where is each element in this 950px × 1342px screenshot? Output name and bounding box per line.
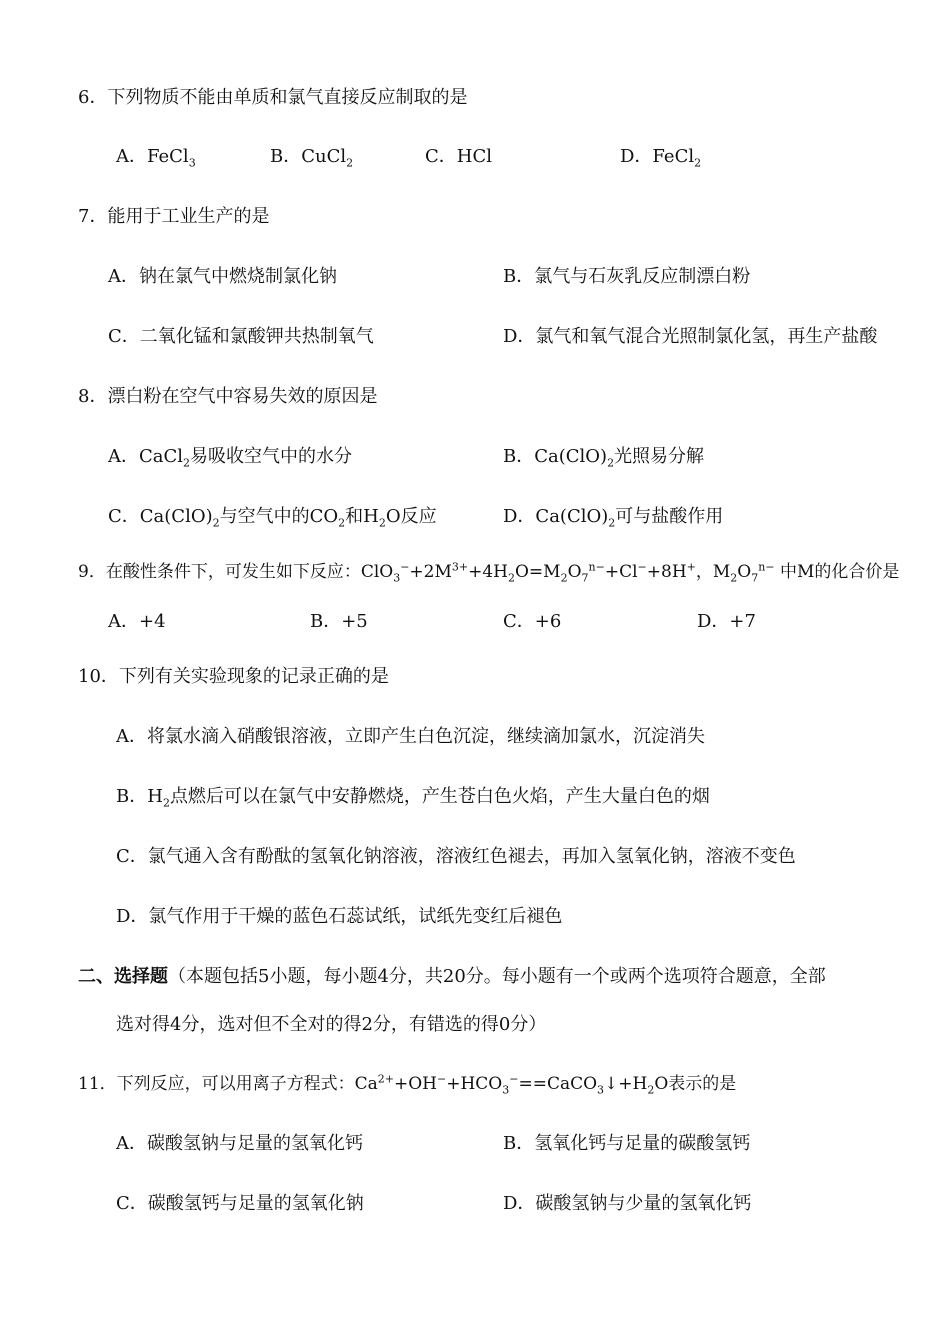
question-7-stem: 7．能用于工业生产的是 (78, 206, 270, 227)
question-9-stem: 9．在酸性条件下，可发生如下反应：$ClO_3^-+2M^{3+}+4H_2O=M_2O_7^{n-}+Cl^-+8H^+$，$M_2O_7^{n-}$ 中M的化合价是 (78, 560, 900, 585)
q6-option-b: B．CuCl$_2$ (270, 146, 354, 170)
q11-option-c: C．碳酸氢钙与足量的氢氧化钠 (116, 1193, 364, 1214)
question-8-stem: 8．漂白粉在空气中容易失效的原因是 (78, 386, 378, 407)
q8-option-d: D．$Ca(ClO)_2$可与盐酸作用 (503, 506, 724, 530)
section-2-title: 二、选择题 (78, 966, 168, 987)
q9-option-b: B．+5 (310, 611, 368, 632)
question-10-stem: 10．下列有关实验现象的记录正确的是 (78, 666, 389, 687)
q9-option-d: D．+7 (697, 611, 756, 632)
q7-option-d: D．氯气和氧气混合光照制氯化氢，再生产盐酸 (503, 326, 878, 347)
q11-option-b: B．氢氧化钙与足量的碳酸氢钙 (503, 1133, 751, 1154)
q8-option-c: C．$Ca(ClO)_2$与空气中的$CO_2$和$H_2O$反应 (108, 506, 437, 530)
q9-option-a: A．+4 (108, 611, 166, 632)
question-11-stem: 11．下列反应，可以用离子方程式：$Ca^{2+}+OH^-+HCO_3^-==CaCO_3↓+H_2O$表示的是 (78, 1072, 737, 1097)
q6-option-a: A．FeCl$_3$ (116, 146, 196, 170)
q10-option-b: B．$H_2$点燃后可以在氯气中安静燃烧，产生苍白色火焰，产生大量白色的烟 (116, 786, 710, 810)
q8-option-a: A．CaCl$_2$易吸收空气中的水分 (108, 446, 353, 470)
q7-option-a: A．钠在氯气中燃烧制氯化钠 (108, 266, 337, 287)
q7-option-c: C．二氧化锰和氯酸钾共热制氧气 (108, 326, 374, 347)
q6-option-d: D．FeCl$_2$ (620, 146, 702, 170)
q11-option-a: A．碳酸氢钠与足量的氢氧化钙 (116, 1133, 363, 1154)
section-2-header (78, 965, 826, 989)
q7-option-b: B．氯气与石灰乳反应制漂白粉 (503, 266, 751, 287)
q8-option-b: B．$Ca(ClO)_2$光照易分解 (503, 446, 705, 470)
section-2-desc: （本题包括5小题，每小题4分，共20分。每小题有一个或两个选项符合题意，全部 (168, 966, 826, 987)
q11-option-d: D．碳酸氢钠与少量的氢氧化钙 (503, 1193, 752, 1214)
q10-option-d: D．氯气作用于干燥的蓝色石蕊试纸，试纸先变红后褪色 (116, 906, 563, 927)
section-2-desc-cont: 选对得4分，选对但不全对的得2分，有错选的得0分） (116, 1014, 547, 1035)
q10-option-c: C．氯气通入含有酚酞的氢氧化钠溶液，溶液红色褪去，再加入氢氧化钠，溶液不变色 (116, 846, 796, 867)
q10-option-a: A．将氯水滴入硝酸银溶液，立即产生白色沉淀，继续滴加氯水，沉淀消失 (116, 726, 705, 747)
question-6-stem: 6．下列物质不能由单质和氯气直接反应制取的是 (78, 87, 468, 108)
q9-option-c: C．+6 (503, 611, 562, 632)
q6-option-c: C．HCl (425, 146, 492, 167)
